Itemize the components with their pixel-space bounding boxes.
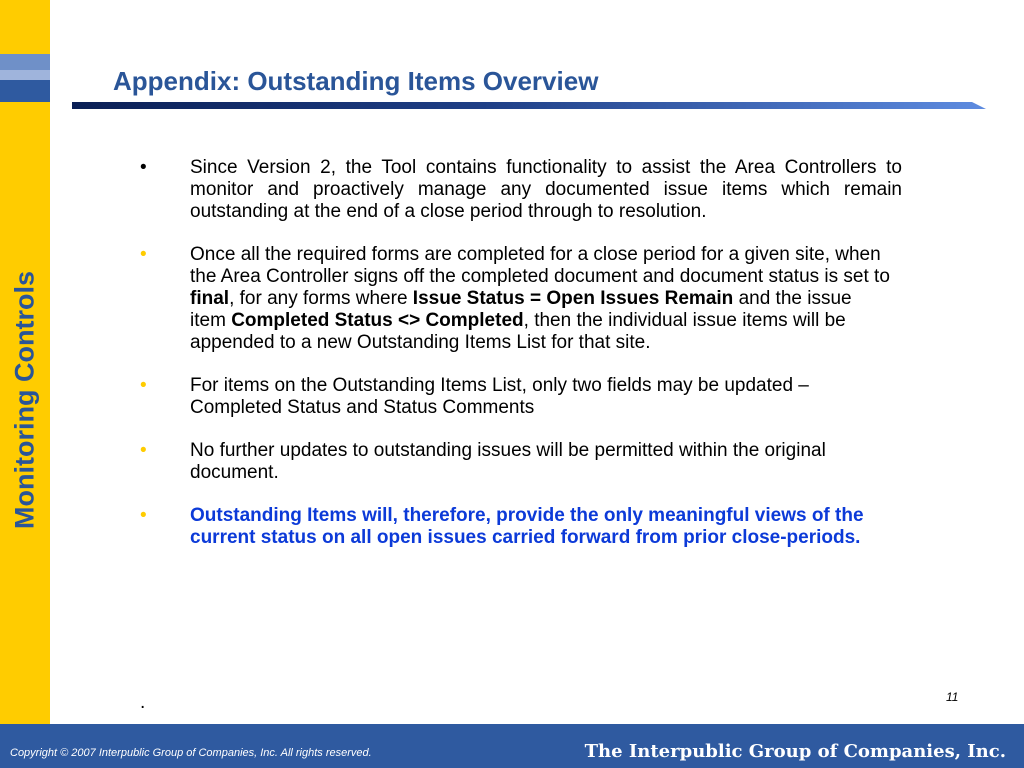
list-item	[140, 440, 902, 484]
copyright-notice: Copyright © 2007 Interpublic Group of Companies, Inc. All rights reserved.	[10, 747, 372, 759]
bullet-text: Outstanding Items will, therefore, provide the only meaningful views of the current status on all open issues carried forward from prior close-periods.	[190, 505, 864, 548]
bullet-text: Once all the required forms are completed for a close period for a given site, when the Area Controller signs off the completed document and document status is set to final, for any forms where Issue Status = Open Issues Remain and the issue item Completed Status <> Completed, then the individual issue items will be appended to a new Outstanding Items List for that site.	[190, 244, 890, 353]
sidebar-accent-block	[0, 54, 50, 70]
sidebar-label: Monitoring Controls	[9, 271, 40, 529]
bullet-marker: •	[140, 440, 147, 461]
bullet-marker: •	[140, 157, 147, 178]
bullet-list	[140, 157, 902, 549]
sidebar-accent-block	[0, 80, 50, 102]
bullet-marker: •	[140, 505, 147, 526]
list-item	[140, 157, 902, 223]
bullet-text: Since Version 2, the Tool contains functionality to assist the Area Controllers to monitor and proactively manage any documented issue items which remain outstanding at the end of a close period through to resolution.	[190, 157, 902, 222]
sidebar-band	[0, 0, 50, 724]
list-item	[140, 505, 902, 549]
title-underline	[72, 101, 990, 113]
stray-period: .	[140, 692, 146, 713]
bullet-text: No further updates to outstanding issues will be permitted within the original document.	[190, 440, 826, 483]
emphasis-completed-status: Completed Status <> Completed	[231, 310, 524, 331]
emphasis-issue-status: Issue Status = Open Issues Remain	[412, 288, 734, 309]
company-name: The Interpublic Group of Companies, Inc.	[584, 741, 1006, 762]
list-item	[140, 375, 902, 419]
page-number: 11	[946, 690, 959, 704]
bullet-marker: •	[140, 244, 147, 265]
page-title: Appendix: Outstanding Items Overview	[113, 66, 599, 96]
footer-bar	[0, 724, 1024, 768]
bullet-marker: •	[140, 375, 147, 396]
list-item	[140, 244, 902, 354]
emphasis-final: final	[190, 288, 230, 309]
sidebar-accent-block	[0, 70, 50, 80]
bullet-text: For items on the Outstanding Items List, only two fields may be updated – Completed Status and Status Comments	[190, 375, 809, 418]
